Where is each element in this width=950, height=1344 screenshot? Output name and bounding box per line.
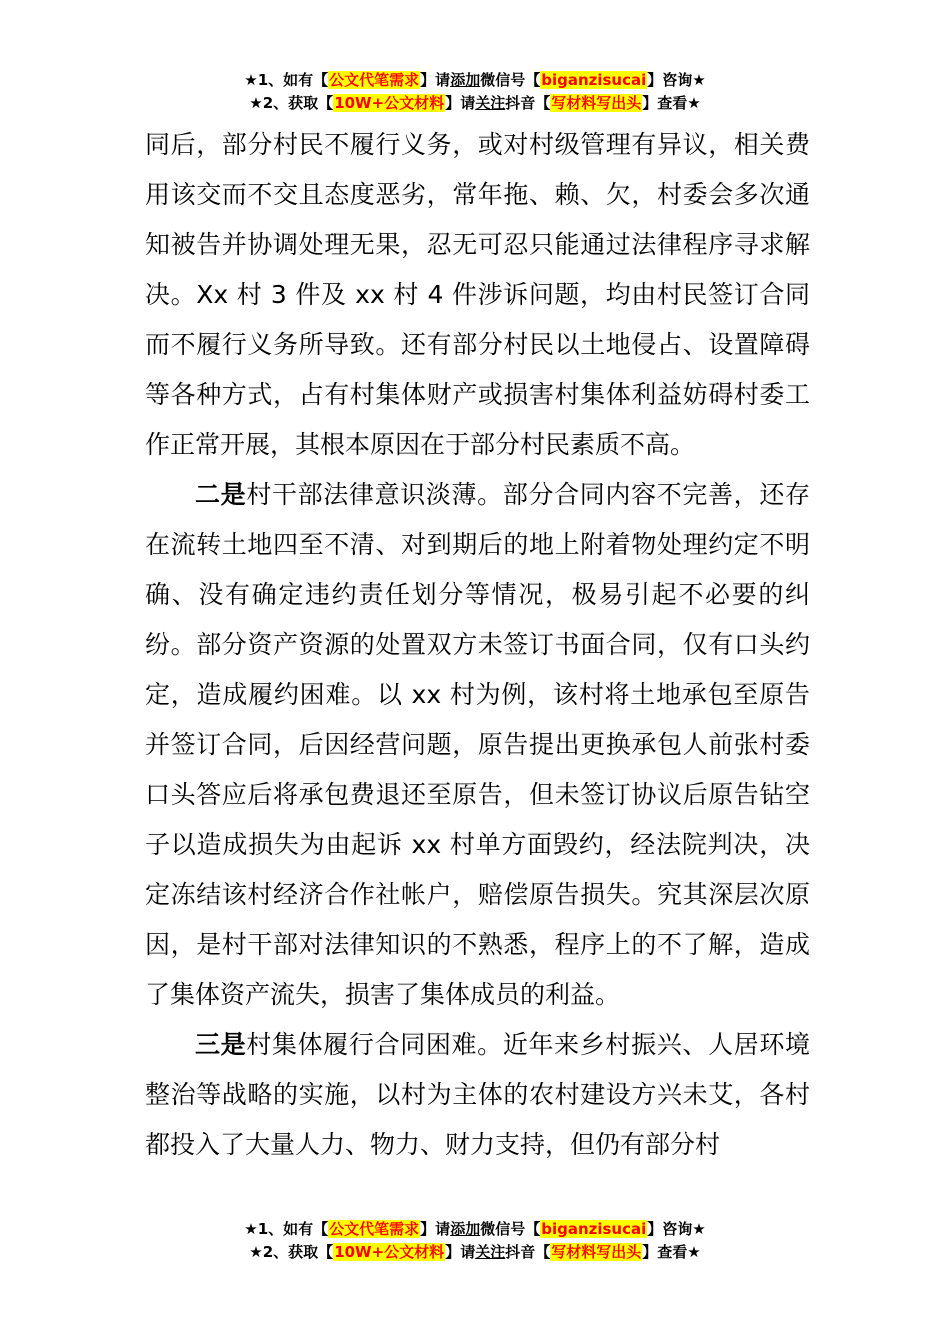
promo-banner-top (0, 69, 950, 115)
promo-text: 】请 (445, 1243, 476, 1261)
promo-text: 微信号【 (480, 1220, 541, 1238)
paragraph-3-lead: 三是 (195, 1030, 247, 1059)
paragraph-2-text: 村干部法律意识淡薄。部分合同内容不完善，还存在流转土地四至不清、对到期后的地上附着物处理约定不明确、没有确定违约责任划分等情况，极易引起不必要的纠纷。部分资产资源的处置双方未签订书面合同，仅有口头约定，造成履约困难。以 xx 村为例，该村将土地承包至原告并签订合同，后因经营问题，原告提出更换承包人前张村委口头答应后将承包费退还至原告，但未签订协议后原告钻空子以造成损失为由起诉 xx 村单方面毁约，经法院判决，决定冻结该村经济合作社帐户，赔偿原告损失。究其深层次原因，是村干部对法律知识的不熟悉，程序上的不了解，造成了集体资产流失，损害了集体成员的利益。 (145, 480, 810, 1009)
promo-text: 抖音【 (505, 1243, 551, 1261)
promo-highlight: biganzisucai (541, 71, 647, 89)
promo-banner-bottom (0, 1218, 950, 1264)
promo-emphasis: 添加 (450, 71, 481, 89)
promo-text: 】请 (445, 94, 476, 112)
promo-text: 】查看★ (642, 94, 701, 112)
promo-line-1 (0, 69, 950, 92)
promo-line-2 (0, 92, 950, 115)
promo-emphasis: 关注 (475, 94, 506, 112)
paragraph-3 (145, 1020, 810, 1170)
paragraph-2 (145, 470, 810, 1020)
document-body (145, 120, 810, 1170)
promo-text: 】咨询★ (647, 1220, 706, 1238)
promo-text: 】请 (420, 71, 451, 89)
promo-text: ★1、如有【 (244, 1220, 329, 1238)
promo-text: 微信号【 (480, 71, 541, 89)
promo-text: 】请 (420, 1220, 451, 1238)
promo-highlight: 写材料写出头 (551, 1243, 642, 1261)
promo-text: ★1、如有【 (244, 71, 329, 89)
promo-emphasis: 添加 (450, 1220, 481, 1238)
promo-emphasis: 关注 (475, 1243, 506, 1261)
paragraph-2-lead: 二是 (195, 480, 247, 509)
promo-text: ★2、获取【 (249, 94, 334, 112)
promo-highlight: biganzisucai (541, 1220, 647, 1238)
promo-text: 】咨询★ (647, 71, 706, 89)
promo-line-2 (0, 1241, 950, 1264)
paragraph-1: 同后，部分村民不履行义务，或对村级管理有异议，相关费用该交而不交且态度恶劣，常年拖、赖、欠，村委会多次通知被告并协调处理无果，忍无可忍只能通过法律程序寻求解决。Xx 村 3 件及 xx 村 4 件涉诉问题，均由村民签订合同而不履行义务所导致。还有部分村民以土地侵占、设置障碍等各种方式，占有村集体财产或损害村集体利益妨碍村委工作正常开展，其根本原因在于部分村民素质不高。 (145, 130, 810, 459)
promo-highlight: 写材料写出头 (551, 94, 642, 112)
paragraph-3-text: 村集体履行合同困难。近年来乡村振兴、人居环境整治等战略的实施，以村为主体的农村建设方兴未艾，各村都投入了大量人力、物力、财力支持，但仍有部分村 (145, 1030, 810, 1159)
promo-text: 】查看★ (642, 1243, 701, 1261)
promo-line-1 (0, 1218, 950, 1241)
promo-text: ★2、获取【 (249, 1243, 334, 1261)
promo-highlight: 10W+公文材料 (334, 94, 445, 112)
promo-highlight: 10W+公文材料 (334, 1243, 445, 1261)
promo-text: 抖音【 (505, 94, 551, 112)
promo-highlight: 公文代笔需求 (329, 71, 420, 89)
promo-highlight: 公文代笔需求 (329, 1220, 420, 1238)
